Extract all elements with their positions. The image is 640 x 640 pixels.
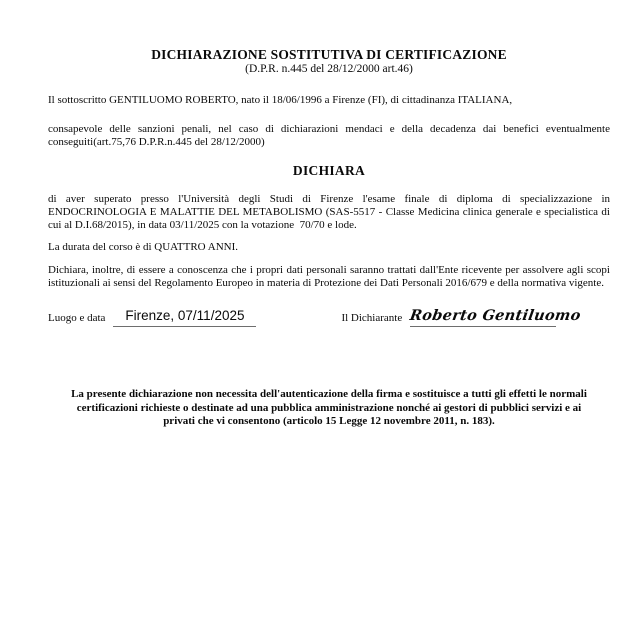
signature-row (48, 307, 610, 327)
paragraph-course-duration: La durata del corso è di QUATTRO ANNI. (48, 241, 239, 253)
paragraph-privacy-notice: Dichiara, inoltre, di essere a conoscenza che i propri dati personali saranno trattati dall'Ente ricevente per assolvere agli scopi istituzionali ai sensi del Regolamento Europeo in materia di Protezione dei Dati Personali 2016/679 e della normativa vigente. (48, 264, 610, 289)
paragraph-subscriber-intro: Il sottoscritto GENTILUOMO ROBERTO, nato il 18/06/1996 a Firenze (FI), di cittadinanza ITALIANA, (48, 94, 513, 106)
declarant-group (341, 307, 583, 327)
signature-script-text: Roberto Gentiluomo (408, 307, 583, 324)
declarant-label: Il Dichiarante (341, 312, 403, 324)
signature-field[interactable] (408, 307, 583, 327)
place-date-field[interactable]: Firenze, 07/11/2025 (113, 308, 256, 327)
declares-heading: DICHIARA (292, 163, 366, 178)
document-subtitle: (D.P.R. n.445 del 28/12/2000 art.46) (245, 63, 413, 75)
paragraph-penalties-warning: consapevole delle sanzioni penali, nel caso di dichiarazioni mendaci e della decadenza dai benefici eventualmente conseguiti(art.75,76 D.P.R.n.445 del 28/12/2000) (48, 123, 610, 148)
document-title: DICHIARAZIONE SOSTITUTIVA DI CERTIFICAZIONE (151, 47, 507, 62)
place-date-label: Luogo e data (48, 312, 106, 324)
paragraph-declaration-content: di aver superato presso l'Università degli Studi di Firenze l'esame finale di diploma di specializzazione in ENDOCRINOLOGIA E MALATTIE DEL METABOLISMO (SAS-5517 - Classe Medicina clinica generale e specialistica di cui al D.I.68/2015), in data 03/11/2025 con la votazione 70/70 e lode. (48, 193, 610, 231)
footer-legal-notice: La presente dichiarazione non necessita dell'autenticazione della firma e sostituisce a tutti gli effetti le normali certificazioni richieste o destinate ad una pubblica amministrazione nonché ai gestori di pubblici servizi e ai privati che vi consentono (articolo 15 Legge 12 novembre 2011, n. 183). (71, 388, 587, 427)
